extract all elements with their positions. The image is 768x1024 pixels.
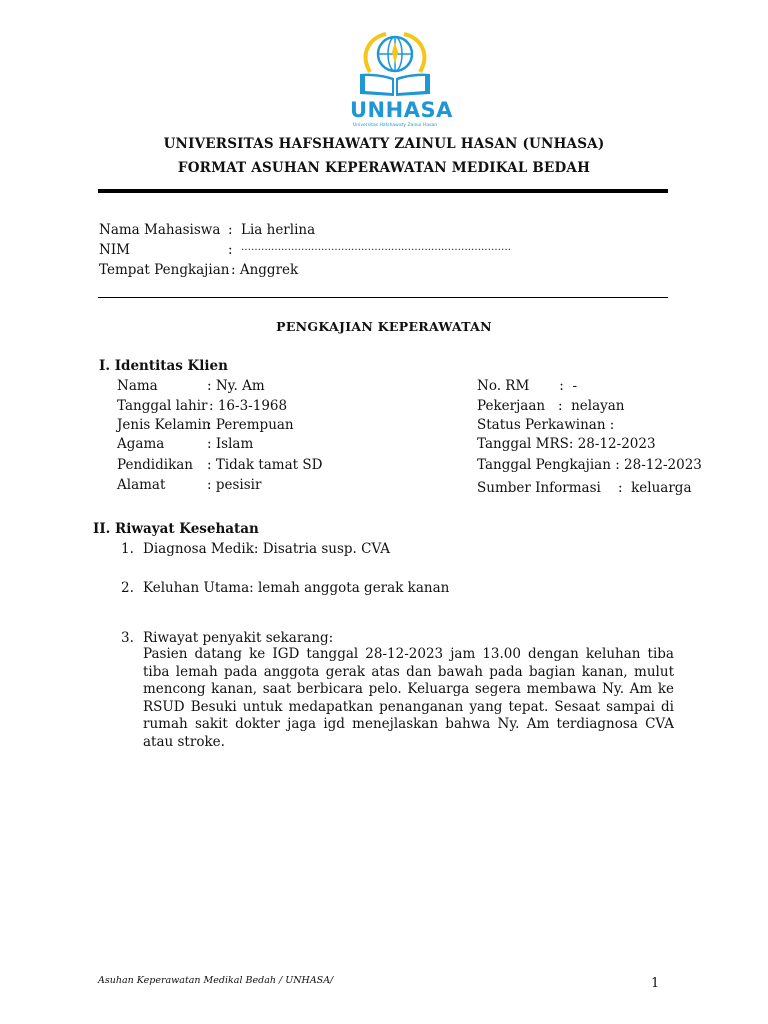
university-title: UNIVERSITAS HAFSHAWATY ZAINUL HASAN (UNHASA) <box>163 136 605 152</box>
student-name-label: Nama Mahasiswa <box>99 222 221 238</box>
logo-wordmark: UNHASA <box>350 98 453 122</box>
identitas-label: Tanggal lahir <box>117 398 208 414</box>
place-value: : Anggrek <box>231 262 299 278</box>
sumber-informasi: Sumber Informasi : keluarga <box>477 480 692 496</box>
logo-tagline: Universitas Hafshawaty Zainul Hasan <box>352 123 438 128</box>
diagnosa-medik: Diagnosa Medik: Disatria susp. CVA <box>143 541 391 557</box>
identitas-label: Alamat <box>117 477 166 493</box>
identitas-value: : pesisir <box>207 477 262 493</box>
tanggal-mrs: Tanggal MRS: 28-12-2023 <box>477 436 656 452</box>
tanggal-pengkajian: Tanggal Pengkajian : 28-12-2023 <box>477 457 702 473</box>
riwayat-heading: II. Riwayat Kesehatan <box>93 521 259 537</box>
nim-label: NIM <box>99 242 130 258</box>
identitas-value: : 16-3-1968 <box>209 398 288 414</box>
place-label: Tempat Pengkajian <box>99 262 230 278</box>
list-item-number: 2. <box>121 580 134 596</box>
riwayat-narrative: Pasien datang ke IGD tanggal 28-12-2023 jam 13.00 dengan keluhan tiba tiba lemah pada anggota gerak atas dan bawah pada bagian kanan, mulut mencong kanan, saat berbicara pelo. Keluarga segera membawa Ny. Am ke RSUD Besuki untuk medapatkan penanganan yang tepat. Sesaat sampai di rumah sakit dokter jaga igd menejlaskan bahwa Ny. Am terdiagnosa CVA atau stroke. <box>143 646 674 750</box>
nim-value: ……………………………………………………………………… <box>241 242 511 253</box>
identitas-label: Agama <box>117 436 165 452</box>
section-title: PENGKAJIAN KEPERAWATAN <box>276 319 492 334</box>
header-divider <box>98 189 668 193</box>
student-name-value: Lia herlina <box>241 222 316 238</box>
student-name-colon: : <box>228 222 233 238</box>
format-title: FORMAT ASUHAN KEPERAWATAN MEDIKAL BEDAH <box>177 160 591 176</box>
identitas-label: Nama <box>117 378 158 394</box>
identitas-value: : Ny. Am <box>207 378 265 394</box>
identitas-value: : Perempuan <box>207 417 294 433</box>
status-perkawinan: Status Perkawinan : <box>477 417 615 433</box>
page-number: 1 <box>651 976 660 991</box>
logo-emblem-icon <box>350 30 440 100</box>
list-item-number: 3. <box>121 630 134 646</box>
no-rm: No. RM : - <box>477 378 578 394</box>
keluhan-utama: Keluhan Utama: lemah anggota gerak kanan <box>143 580 450 596</box>
pekerjaan: Pekerjaan : nelayan <box>477 398 625 414</box>
nim-colon: : <box>228 242 233 258</box>
unhasa-logo <box>350 30 453 136</box>
list-item-number: 1. <box>121 541 134 557</box>
page-footer: Asuhan Keperawatan Medikal Bedah / UNHASA/ <box>98 975 334 986</box>
identitas-value: : Islam <box>207 436 254 452</box>
identitas-heading: I. Identitas Klien <box>99 358 228 374</box>
student-divider <box>98 297 668 298</box>
identitas-value: : Tidak tamat SD <box>207 457 323 473</box>
identitas-label: Jenis Kelamin <box>117 417 211 433</box>
riwayat-penyakit-label: Riwayat penyakit sekarang: <box>143 630 334 646</box>
identitas-label: Pendidikan <box>117 457 194 473</box>
